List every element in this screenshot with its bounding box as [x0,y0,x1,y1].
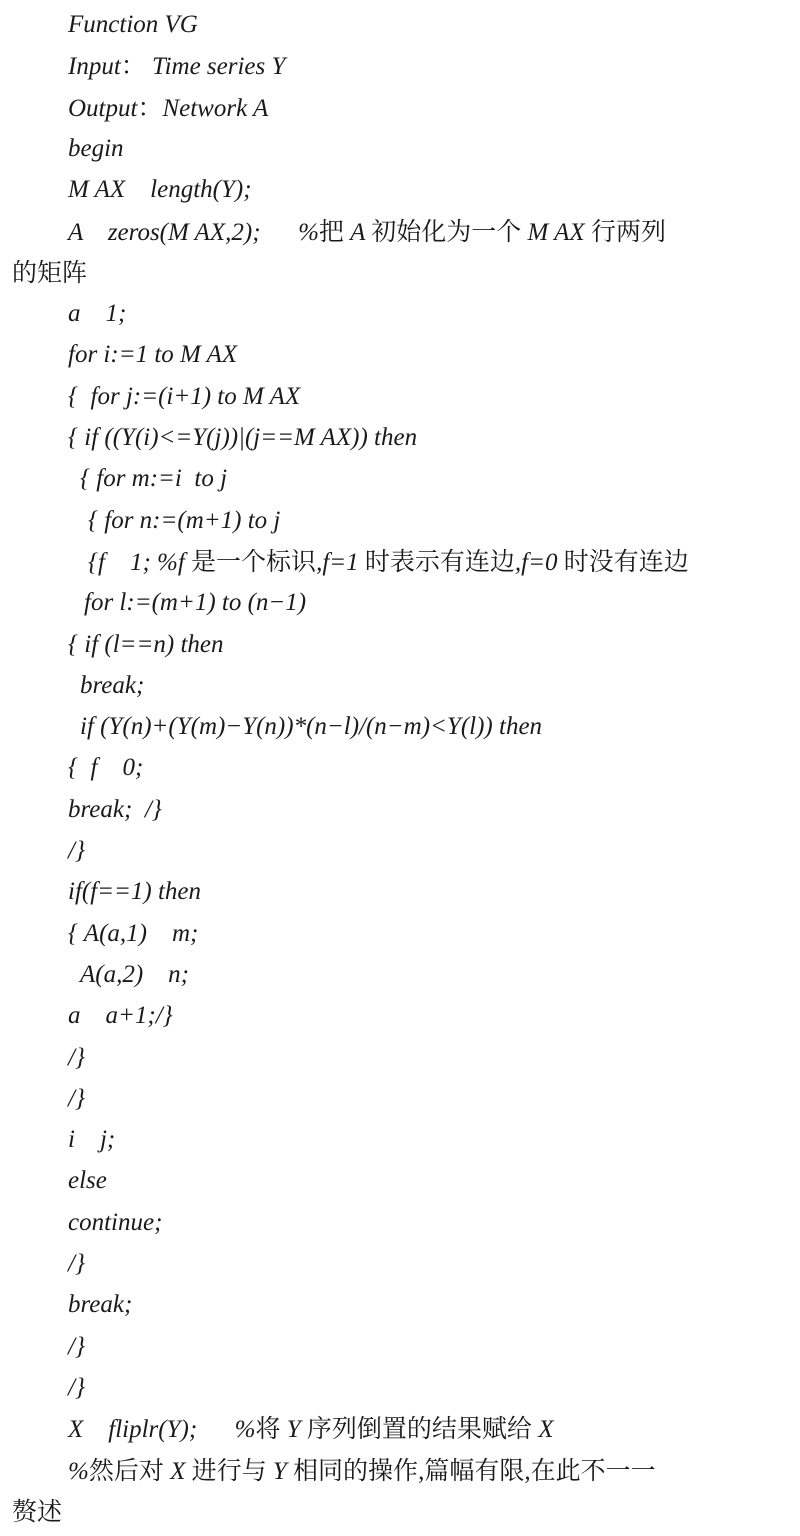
code-line: { A(a,1) m; [68,919,199,947]
code-line: /} [68,837,85,864]
code-line: /} [68,1043,85,1071]
code-line: /} [68,1373,85,1401]
code-line: 赘述 [12,1496,63,1526]
code-line: X fliplr(Y); %将 Y 序列倒置的结果赋给 X [68,1414,554,1444]
code-line: M AX length(Y); [68,176,252,204]
code-line: break; [68,1291,133,1319]
code-line: A zeros(M AX,2); %把 A 初始化为一个 M AX 行两列 [68,216,666,246]
code-line: /} [68,1250,85,1277]
code-line: break; /} [68,795,162,823]
code-line: {f 1; %f 是一个标识,f=1 时表示有连边,f=0 时没有连边 [88,546,689,576]
code-line: 的矩阵 [12,257,88,287]
code-line: else [68,1167,107,1195]
code-line: for i:=1 to M AX [68,341,238,369]
code-line: { for n:=(m+1) to j [88,506,281,534]
code-line: { for m:=i to j [80,465,228,493]
code-line: for l:=(m+1) to (n−1) [84,589,307,617]
code-line: a 1; [68,300,127,328]
code-line: { if ((Y(i)<=Y(j))|(j==M AX)) then [68,424,418,451]
code-line: Output：Network A [68,92,269,122]
code-line: i j; [68,1126,116,1154]
code-line: { if (l==n) then [68,630,224,658]
code-line: A(a,2) n; [80,960,189,988]
code-line: if(f==1) then [68,878,202,906]
code-line: if (Y(n)+(Y(m)−Y(n))*(n−l)/(n−m)<Y(l)) then [80,713,543,741]
code-line: { for j:=(i+1) to M AX [68,382,301,410]
code-line: /} [68,1332,85,1360]
code-line: %然后对 X 进行与 Y 相同的操作,篇幅有限,在此不一一 [68,1455,656,1485]
code-line: break; [80,671,145,699]
code-line: begin [68,134,124,162]
code-line: a a+1;/} [68,1002,173,1030]
code-line: Input： Time series Y [68,51,286,81]
code-line: { f 0; [68,754,144,782]
code-line: /} [68,1084,85,1112]
code-line: Function VG [68,11,198,38]
code-line: continue; [68,1208,163,1236]
